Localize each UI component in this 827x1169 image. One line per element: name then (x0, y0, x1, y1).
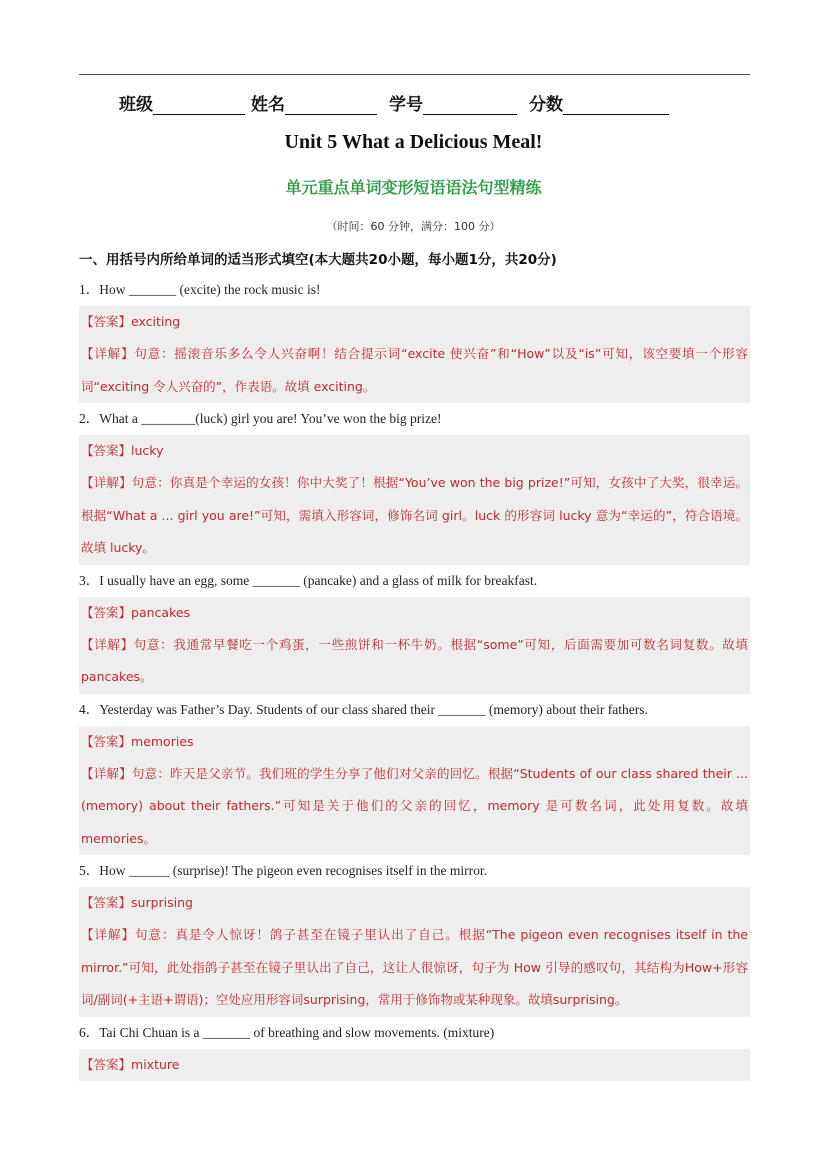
answer-line (81, 726, 748, 758)
name-blank[interactable] (285, 95, 377, 115)
answer-line (81, 887, 748, 919)
question-item (79, 274, 750, 403)
answer-tag: 【答案】 (81, 895, 132, 910)
answer-line (81, 306, 748, 338)
page-title: Unit 5 What a Delicious Meal! (284, 131, 543, 153)
detail-tag: 【详解】 (81, 927, 135, 942)
question-text: 3．I usually have an egg, some _______ (pancake) and a glass of milk for breakfast. (79, 572, 538, 588)
question-item (79, 565, 750, 694)
header-rule (79, 74, 750, 75)
class-blank[interactable] (153, 95, 245, 115)
answer-text: lucky (131, 443, 164, 458)
question-text: 4．Yesterday was Father’s Day. Students of our class shared their _______ (memory) about their fathers. (79, 701, 648, 717)
page-subtitle: 单元重点单词变形短语语法句型精练 (285, 178, 542, 197)
detail-text-block (81, 919, 748, 1017)
answer-text: memories (131, 733, 194, 749)
detail-tag: 【详解】 (81, 636, 134, 652)
answer-block (79, 435, 750, 565)
answer-block (79, 1049, 750, 1081)
question-item (79, 403, 750, 565)
detail-tag: 【详解】 (81, 346, 135, 361)
answer-text: pancakes (131, 604, 191, 620)
question-text: 5．How ______ (surprise)! The pigeon even recognises itself in the mirror. (79, 863, 488, 878)
detail-tag: 【详解】 (81, 475, 132, 490)
answer-line (81, 597, 748, 629)
answer-tag: 【答案】 (81, 604, 132, 620)
answer-text: surprising (131, 895, 193, 910)
question-list (79, 274, 750, 1081)
detail-text: 句意：昨天是父亲节。我们班的学生分享了他们对父亲的回忆。根据“Students of our class shared their ... (memory) about their fathers.”可知是关于他们的父亲的回忆，memory 是可数名词，此处用复数。故填 memories。 (81, 765, 748, 846)
time-note: （时间：60 分钟，满分：100 分） (326, 220, 501, 233)
question-text: 1．How _______ (excite) the rock music is! (79, 282, 321, 297)
detail-text-block (81, 467, 748, 565)
detail-text: 句意：摇滚音乐多么令人兴奋啊！结合提示词“excite 使兴奋”和“How”以及“is”可知，该空要填一个形容词“exciting 令人兴奋的”，作表语。故填 exciting。 (81, 346, 748, 394)
id-label: 学号 (389, 95, 423, 115)
class-label: 班级 (119, 95, 153, 115)
answer-tag: 【答案】 (81, 733, 132, 749)
score-blank[interactable] (563, 95, 669, 115)
answer-text: mixture (131, 1056, 180, 1072)
name-label: 姓名 (251, 95, 285, 115)
answer-block (79, 726, 750, 856)
section-heading: 一、用括号内所给单词的适当形式填空(本大题共20小题，每小题1分，共20分) (79, 252, 557, 268)
detail-text: 句意：真是令人惊讶！鸽子甚至在镜子里认出了自己。根据“The pigeon even recognises itself in the mirror.”可知，此处指鸽子甚至在镜子里认出了自己，这让人很惊讶，句子为 How 引导的感叹句，其结构为How+形容词/副词(+主语+谓语)；空处应用形容词surprising，常用于修饰物或某种现象。故填surprising。 (81, 927, 748, 1007)
detail-text-block (81, 629, 748, 694)
question-item (79, 1017, 750, 1081)
detail-text: 句意：你真是个幸运的女孩！你中大奖了！根据“You’ve won the big prize!”可知，女孩中了大奖，很幸运。根据“What a ... girl you are!”可知，需填入形容词，修饰名词 girl。luck 的形容词 lucky 意为“幸运的”，符合语境。故填 lucky。 (81, 475, 748, 555)
answer-line (81, 435, 748, 467)
answer-tag: 【答案】 (81, 314, 132, 329)
answer-block (79, 306, 750, 403)
answer-tag: 【答案】 (81, 443, 132, 458)
question-item (79, 855, 750, 1017)
answer-tag: 【答案】 (81, 1056, 132, 1072)
id-blank[interactable] (423, 95, 517, 115)
question-text: 6．Tai Chi Chuan is a _______ of breathing and slow movements. (mixture) (79, 1024, 495, 1040)
question-text: 2．What a ________(luck) girl you are! You’ve won the big prize! (79, 411, 442, 426)
answer-line (81, 1049, 748, 1081)
answer-text: exciting (131, 314, 181, 329)
detail-text-block (81, 338, 748, 403)
question-item (79, 694, 750, 856)
answer-block (79, 597, 750, 694)
detail-tag: 【详解】 (81, 765, 132, 781)
student-info-line (119, 90, 675, 115)
detail-text-block (81, 758, 748, 856)
score-label: 分数 (529, 95, 563, 115)
detail-text: 句意：我通常早餐吃一个鸡蛋，一些煎饼和一杯牛奶。根据“some”可知，后面需要加可数名词复数。故填 pancakes。 (81, 636, 748, 684)
answer-block (79, 887, 750, 1017)
